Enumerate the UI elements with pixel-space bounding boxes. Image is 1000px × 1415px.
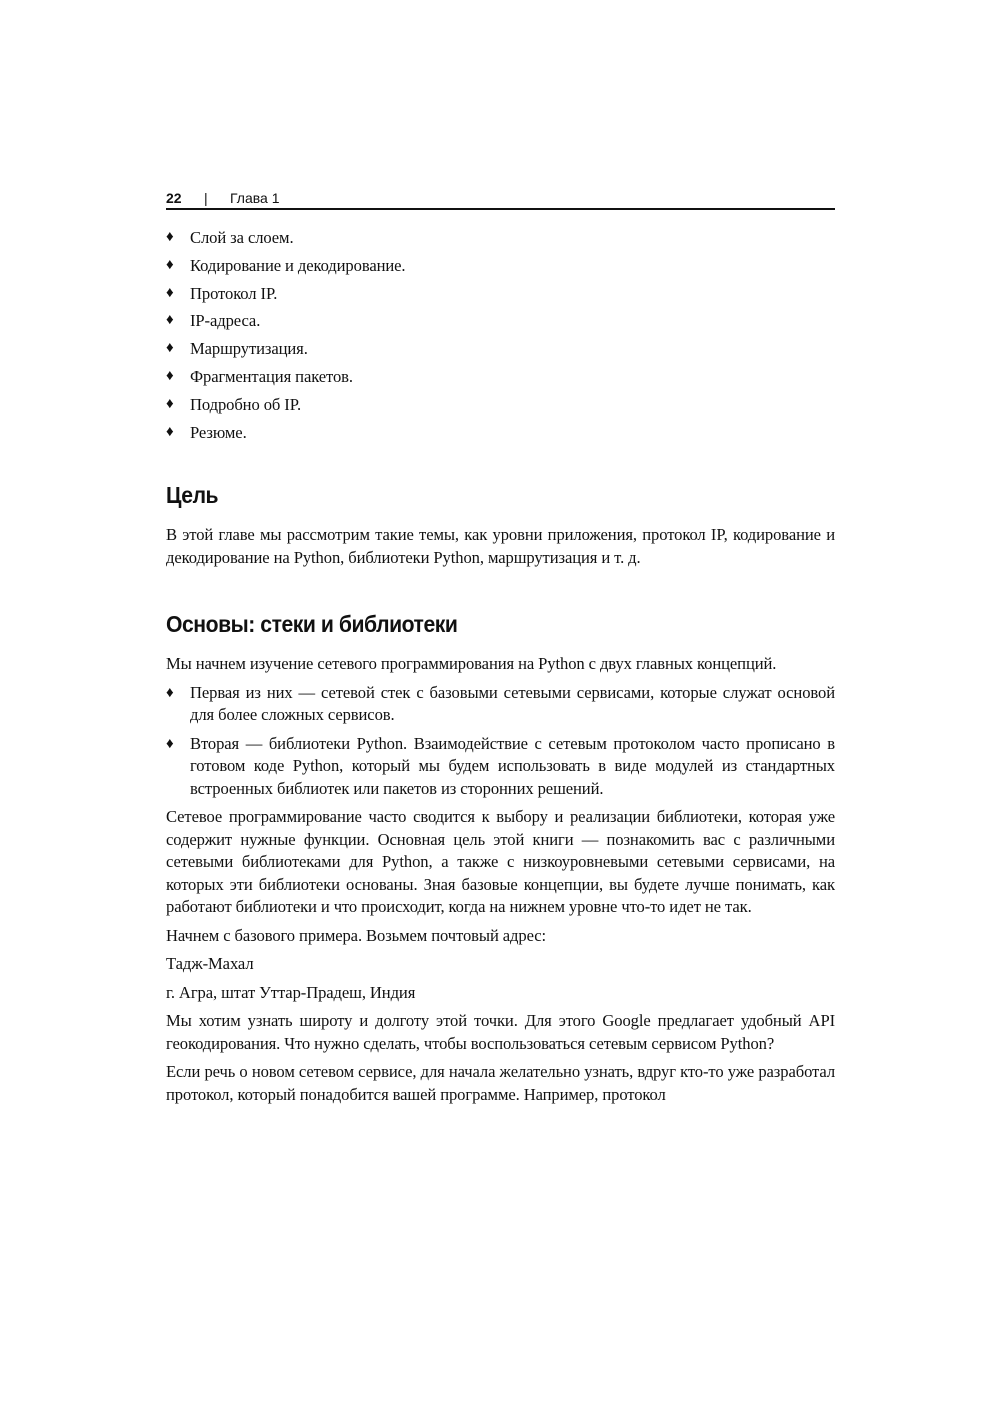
list-item: [166, 391, 835, 419]
chapter-title: Глава 1: [230, 190, 280, 206]
list-item: [166, 252, 835, 280]
page-body: [166, 224, 835, 1106]
diamond-bullet-icon: ♦: [166, 312, 174, 329]
diamond-bullet-icon: ♦: [166, 684, 174, 701]
concepts-list: [166, 682, 835, 801]
diamond-bullet-icon: ♦: [166, 340, 174, 357]
body-paragraph: Начнем с базового примера. Возьмем почтовый адрес:: [166, 925, 547, 945]
list-item-text: Вторая — библиотеки Python. Взаимодействие с сетевым протоколом часто прописано в готовом коде Python, который мы будем использовать в виде модулей из стандартных встроенных библиотек или пакетов из сторонних решений.: [190, 733, 835, 798]
list-item: [166, 419, 835, 447]
address-line: Тадж-Махал: [166, 954, 254, 974]
diamond-bullet-icon: ♦: [166, 735, 174, 752]
list-item-text: Подробно об IP.: [190, 394, 302, 414]
list-item: [166, 280, 835, 308]
list-item-text: Слой за слоем.: [190, 228, 294, 247]
body-paragraph: Сетевое программирование часто сводится к выбору и реализации библиотеки, которая уже содержит нужные функции. Основная цель этой книги — познакомить вас с различными сетевыми библиотеками для Python, а также с низкоуровневыми сетевыми сервисами, на которых эти библиотеки основаны. Зная базовые концепции, вы будете лучше понимать, как работают библиотеки и что происходит, когда на нижнем уровне что-то идет не так.: [166, 807, 835, 917]
diamond-bullet-icon: ♦: [166, 367, 174, 384]
header-separator: |: [204, 190, 208, 206]
section-heading-basics: Основы: стеки и библиотеки: [166, 611, 458, 638]
diamond-bullet-icon: ♦: [166, 423, 174, 440]
page-number: 22: [166, 190, 182, 206]
list-item: [166, 224, 835, 252]
body-paragraph: Мы хотим узнать широту и долготу этой точки. Для этого Google предлагает удобный API геокодирования. Что нужно сделать, чтобы воспользоваться сетевым сервисом Python?: [166, 1011, 835, 1053]
list-item-text: Протокол IP.: [190, 283, 278, 303]
list-item-text: Фрагментация пакетов.: [190, 366, 353, 386]
list-item: [166, 335, 835, 363]
running-header: [166, 188, 835, 210]
basics-intro-paragraph: Мы начнем изучение сетевого программирования на Python с двух главных концепций.: [166, 654, 777, 674]
list-item-text: Кодирование и декодирование.: [190, 255, 406, 275]
list-item-text: Первая из них — сетевой стек с базовыми сетевыми сервисами, которые служат основой для более сложных сервисов.: [190, 682, 835, 725]
list-item-text: Маршрутизация.: [190, 339, 308, 359]
goal-paragraph: В этой главе мы рассмотрим такие темы, как уровни приложения, протокол IP, кодирование и декодирование на Python, библиотеки Python, маршрутизация и т. д.: [166, 525, 835, 567]
list-item-text: IP-адреса.: [190, 311, 261, 331]
diamond-bullet-icon: ♦: [166, 284, 174, 301]
section-heading-goal: Цель: [166, 482, 219, 509]
list-item: [166, 363, 835, 391]
topics-list: [166, 224, 835, 446]
list-item: [166, 682, 835, 727]
list-item-text: Резюме.: [190, 422, 247, 442]
body-paragraph: Если речь о новом сетевом сервисе, для начала желательно узнать, вдруг кто-то уже разработал протокол, который понадобится вашей программе. Например, протокол: [166, 1062, 835, 1104]
address-line: г. Агра, штат Уттар-Прадеш, Индия: [166, 982, 416, 1002]
diamond-bullet-icon: ♦: [166, 256, 174, 273]
list-item: [166, 733, 835, 801]
list-item: [166, 307, 835, 335]
diamond-bullet-icon: ♦: [166, 229, 174, 245]
diamond-bullet-icon: ♦: [166, 395, 174, 412]
